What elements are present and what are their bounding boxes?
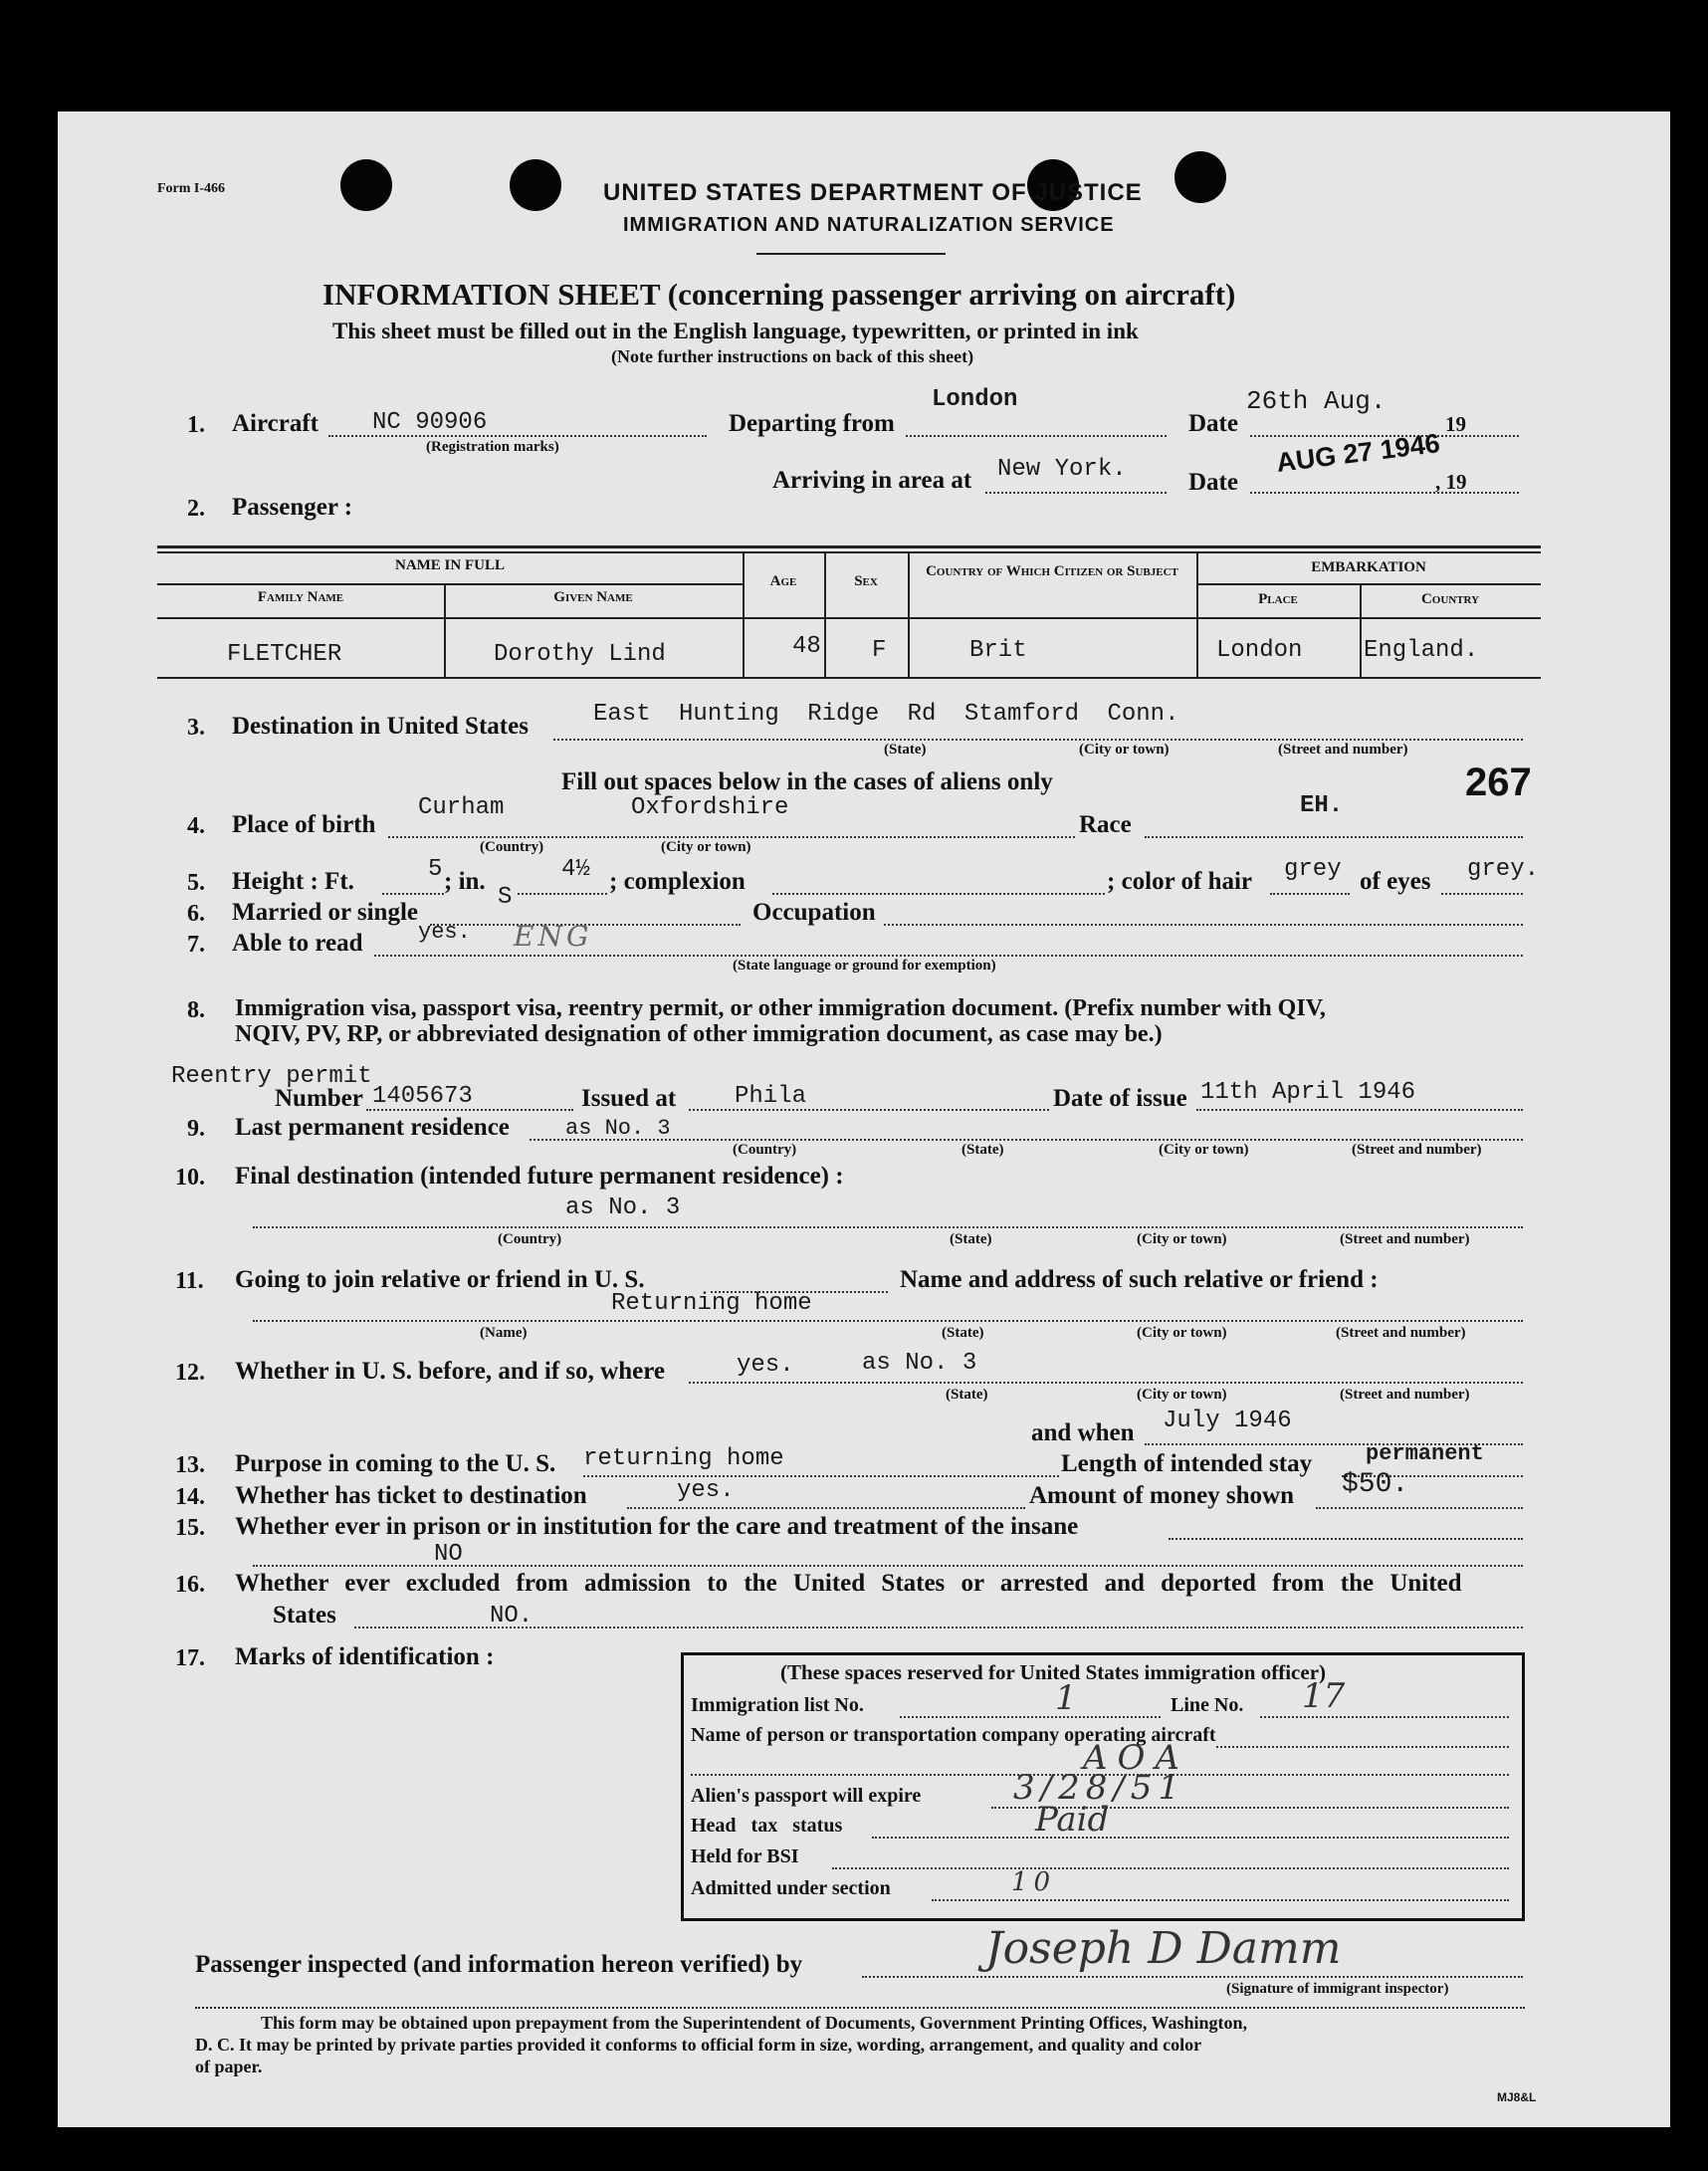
arriving-date-stamp: AUG 27 1946: [1274, 428, 1442, 478]
caption-street: (Street and number): [1278, 742, 1408, 758]
join-relative-label: Going to join relative or friend in U. S.: [235, 1266, 645, 1293]
punch-hole-1: [340, 159, 392, 211]
eyes-value: grey.: [1467, 856, 1540, 883]
arriving-label: Arriving in area at: [772, 467, 972, 494]
height-ft-line: [382, 893, 444, 895]
complexion-line: [772, 893, 1105, 895]
when-label: and when: [1031, 1419, 1135, 1446]
caption-street: (Street and number): [1336, 1325, 1466, 1341]
height-in-value: 4½: [561, 856, 590, 883]
footer-rule: [195, 2007, 1525, 2009]
in-us-before-line: [689, 1382, 1523, 1384]
caption-city: (City or town): [1137, 1231, 1227, 1247]
item-number: 11.: [175, 1268, 204, 1294]
th-sex: Sex: [854, 573, 878, 589]
passport-expire-value: 3/28/51: [1013, 1768, 1186, 1808]
item-number: 7.: [187, 932, 205, 958]
company-label: Name of person or transportation company operating aircraft: [691, 1724, 1216, 1746]
footer-line-2: D. C. It may be printed by private parties provided it conforms to official form in size, wording, arrangement, and quality and color: [195, 2035, 1202, 2055]
race-value: EH.: [1300, 792, 1344, 819]
departing-date-label: Date: [1188, 410, 1238, 437]
signature-caption: (Signature of immigrant inspector): [1226, 1981, 1449, 1997]
date-of-issue-line: [1196, 1109, 1523, 1111]
caption-city: (City or town): [1079, 742, 1170, 758]
birthplace-country: Curham: [418, 794, 505, 821]
issued-value: Phila: [735, 1083, 807, 1110]
final-destination-value: as No. 3: [565, 1194, 681, 1221]
item-number: 8.: [187, 997, 205, 1023]
line-no-value: 17: [1302, 1676, 1346, 1716]
marital-label: Married or single: [232, 899, 418, 926]
arriving-line: [985, 492, 1167, 494]
cell-given-name: Dorothy Lind: [494, 641, 666, 668]
bsi-line: [832, 1867, 1509, 1869]
hair-label: ; color of hair: [1107, 868, 1253, 895]
th-age: Age: [769, 573, 797, 589]
head-tax-line: [872, 1837, 1509, 1839]
caption-name: (Name): [480, 1325, 528, 1341]
excluded-value: NO.: [490, 1603, 534, 1629]
th-name-in-full: NAME IN FULL: [394, 557, 505, 573]
footer-line-1: This form may be obtained upon prepayment from the Superintendent of Documents, Government Printing Offices, Washington,: [261, 2013, 1248, 2033]
marital-value: S: [498, 884, 513, 911]
item-number: 15.: [175, 1515, 205, 1541]
prison-label: Whether ever in prison or in institution for the care and treatment of the insane: [235, 1513, 1079, 1540]
bsi-label: Held for BSI: [691, 1845, 799, 1867]
date-of-issue-value: 11th April 1946: [1200, 1079, 1416, 1106]
list-no-line: [900, 1716, 1161, 1718]
visa-number-value: 1405673: [372, 1083, 473, 1110]
item-number: 1.: [187, 412, 205, 438]
cell-place: London: [1216, 637, 1303, 664]
prison-value: NO: [434, 1541, 463, 1568]
cell-citizen: Brit: [969, 637, 1027, 664]
arriving-value: New York.: [997, 456, 1127, 483]
officer-box-title: (These spaces reserved for United States immigration officer): [780, 1660, 1327, 1684]
company-line-a: [1216, 1746, 1509, 1748]
caption-state: (State): [961, 1142, 1004, 1158]
footer-line-3: of paper.: [195, 2057, 263, 2076]
race-line: [1145, 836, 1523, 838]
join-relative-line-b: [253, 1320, 1523, 1322]
caption-state: (State): [884, 742, 927, 758]
visa-prefix: Reentry permit: [171, 1063, 372, 1090]
aircraft-value: NC 90906: [372, 409, 488, 436]
final-destination-line: [253, 1226, 1523, 1228]
item-number: 2.: [187, 496, 205, 522]
read-handwritten: ENG: [514, 920, 593, 953]
item-number: 5.: [187, 870, 205, 896]
in-us-before-value-1: yes.: [737, 1352, 794, 1379]
prison-line-a: [1169, 1538, 1523, 1540]
caption-street: (Street and number): [1340, 1231, 1470, 1247]
read-caption: (State language or ground for exemption): [733, 958, 996, 974]
money-value: $50.: [1342, 1469, 1409, 1500]
read-label: Able to read: [232, 930, 363, 957]
item-number: 14.: [175, 1484, 205, 1510]
birthplace-line: [388, 836, 1075, 838]
date-of-issue-label: Date of issue: [1053, 1085, 1187, 1112]
ticket-value: yes.: [677, 1477, 735, 1504]
admitted-label: Admitted under section: [691, 1877, 891, 1899]
occupation-label: Occupation: [752, 899, 876, 926]
registration-caption: (Registration marks): [426, 439, 559, 455]
destination-value: East Hunting Ridge Rd Stamford Conn.: [593, 701, 1179, 728]
instruction-text: This sheet must be filled out in the English language, typewritten, or printed in ink: [332, 319, 1139, 343]
last-residence-value: as No. 3: [565, 1116, 671, 1141]
list-no-value: 1: [1055, 1678, 1077, 1718]
purpose-line: [583, 1475, 1059, 1477]
height-in-line: [518, 893, 607, 895]
th-country-citizen: Country of Which Citizen or Subject: [926, 563, 1178, 579]
cell-country: England.: [1364, 637, 1479, 664]
caption-city: (City or town): [1137, 1387, 1227, 1403]
height-ft-value: 5: [428, 856, 443, 883]
purpose-label: Purpose in coming to the U. S.: [235, 1450, 556, 1477]
stay-label: Length of intended stay: [1061, 1450, 1313, 1477]
destination-line: [553, 739, 1523, 741]
admitted-value: 10: [1011, 1867, 1057, 1897]
page-title: INFORMATION SHEET (concerning passenger arriving on aircraft): [322, 277, 1236, 312]
year-prefix-2: , 19: [1435, 470, 1467, 494]
hair-value: grey: [1284, 856, 1342, 883]
th-given-name: Given Name: [553, 589, 633, 605]
item-number: 16.: [175, 1572, 205, 1598]
caption-city: (City or town): [661, 839, 751, 855]
ticket-label: Whether has ticket to destination: [235, 1482, 587, 1509]
punch-hole-4: [1174, 151, 1226, 203]
arriving-date-label: Date: [1188, 469, 1238, 496]
issued-label: Issued at: [581, 1085, 677, 1112]
th-country: Country: [1420, 591, 1480, 607]
inspection-label: Passenger inspected (and information hereon verified) by: [195, 1951, 803, 1978]
line-no-label: Line No.: [1171, 1694, 1244, 1716]
item-number: 4.: [187, 813, 205, 839]
punch-hole-2: [510, 159, 561, 211]
when-value: July 1946: [1163, 1408, 1292, 1434]
height-in-label: ; in.: [444, 868, 486, 895]
line-no-line: [1260, 1716, 1509, 1718]
arriving-date-line: [1250, 492, 1519, 494]
passport-expire-label: Alien's passport will expire: [691, 1785, 922, 1807]
in-us-before-value-2: as No. 3: [862, 1350, 977, 1377]
inspection-line: [862, 1976, 1523, 1978]
in-us-before-label: Whether in U. S. before, and if so, where: [235, 1358, 665, 1385]
th-place: Place: [1258, 591, 1298, 607]
footer-code: MJ8&L: [1497, 2090, 1537, 2104]
destination-label: Destination in United States: [232, 713, 529, 740]
hair-line: [1270, 893, 1350, 895]
item-number: 6.: [187, 901, 205, 927]
cell-family-name: FLETCHER: [227, 641, 342, 668]
company-value: AOA: [1083, 1738, 1189, 1778]
cell-sex: F: [872, 637, 887, 664]
year-prefix: 19: [1445, 412, 1466, 436]
head-tax-label: Head tax status: [691, 1815, 843, 1837]
relative-address-label: Name and address of such relative or friend :: [900, 1266, 1379, 1293]
caption-country: (Country): [498, 1231, 562, 1247]
read-value: yes.: [418, 920, 471, 945]
birthplace-city: Oxfordshire: [631, 794, 789, 821]
departing-date-value: 26th Aug.: [1246, 386, 1387, 416]
visa-number-label: Number: [275, 1085, 363, 1112]
race-label: Race: [1079, 811, 1132, 838]
aliens-heading: Fill out spaces below in the cases of aliens only: [561, 768, 1053, 795]
caption-country: (Country): [733, 1142, 797, 1158]
excluded-label: Whether ever excluded from admission to the United States or arrested and deported from the United: [235, 1570, 1462, 1597]
departing-line: [906, 435, 1167, 437]
caption-state: (State): [942, 1325, 984, 1341]
height-label: Height : Ft.: [232, 868, 354, 895]
last-residence-label: Last permanent residence: [235, 1114, 510, 1141]
visa-text-2: NQIV, PV, RP, or abbreviated designation of other immigration document, as case may be.): [235, 1021, 1163, 1047]
item-number: 12.: [175, 1360, 205, 1386]
visa-text-1: Immigration visa, passport visa, reentry permit, or other immigration document. (Prefix number with QIV,: [235, 995, 1326, 1021]
department-title: UNITED STATES DEPARTMENT OF JUSTICE: [603, 179, 1143, 206]
caption-state: (State): [950, 1231, 992, 1247]
list-no-label: Immigration list No.: [691, 1694, 864, 1716]
cell-age: 48: [792, 633, 821, 660]
purpose-value: returning home: [583, 1445, 784, 1472]
item-number: 10.: [175, 1165, 205, 1191]
item-number: 17.: [175, 1645, 205, 1671]
form-number: Form I-466: [157, 181, 226, 196]
join-relative-value: Returning home: [611, 1290, 812, 1317]
head-tax-value: Paid: [1035, 1800, 1110, 1840]
th-family-name: Family Name: [257, 589, 344, 605]
caption-city: (City or town): [1159, 1142, 1249, 1158]
instruction-note: (Note further instructions on back of this sheet): [611, 346, 974, 366]
excluded-label-2: States: [273, 1602, 336, 1628]
admitted-line: [932, 1899, 1509, 1901]
caption-street: (Street and number): [1340, 1387, 1470, 1403]
eyes-label: of eyes: [1360, 868, 1431, 895]
marks-label: Marks of identification :: [235, 1643, 495, 1670]
service-title: IMMIGRATION AND NATURALIZATION SERVICE: [623, 214, 1115, 236]
money-label: Amount of money shown: [1029, 1482, 1295, 1509]
ticket-line: [627, 1507, 1025, 1509]
inspector-signature: Joseph D Damm: [985, 1923, 1342, 1974]
header-rule: [756, 253, 946, 255]
occupation-line: [884, 924, 1523, 926]
eyes-line: [1441, 893, 1523, 895]
passenger-label: Passenger :: [232, 494, 353, 521]
birthplace-label: Place of birth: [232, 811, 376, 838]
caption-country: (Country): [480, 839, 544, 855]
caption-state: (State): [946, 1387, 988, 1403]
item-number: 13.: [175, 1452, 205, 1478]
departing-label: Departing from: [729, 410, 895, 437]
stay-value: permanent: [1366, 1441, 1484, 1466]
caption-city: (City or town): [1137, 1325, 1227, 1341]
th-embarkation: EMBARKATION: [1311, 559, 1426, 575]
final-destination-label: Final destination (intended future permanent residence) :: [235, 1163, 844, 1190]
caption-street: (Street and number): [1352, 1142, 1482, 1158]
item-number: 9.: [187, 1116, 205, 1142]
complexion-label: ; complexion: [609, 868, 746, 895]
last-residence-line: [530, 1139, 1523, 1141]
stamp-number: 267: [1465, 760, 1532, 804]
aircraft-label: Aircraft: [232, 410, 319, 437]
departing-value: London: [932, 386, 1018, 413]
item-number: 3.: [187, 715, 205, 741]
read-line: [374, 955, 1523, 957]
money-line: [1316, 1507, 1523, 1509]
